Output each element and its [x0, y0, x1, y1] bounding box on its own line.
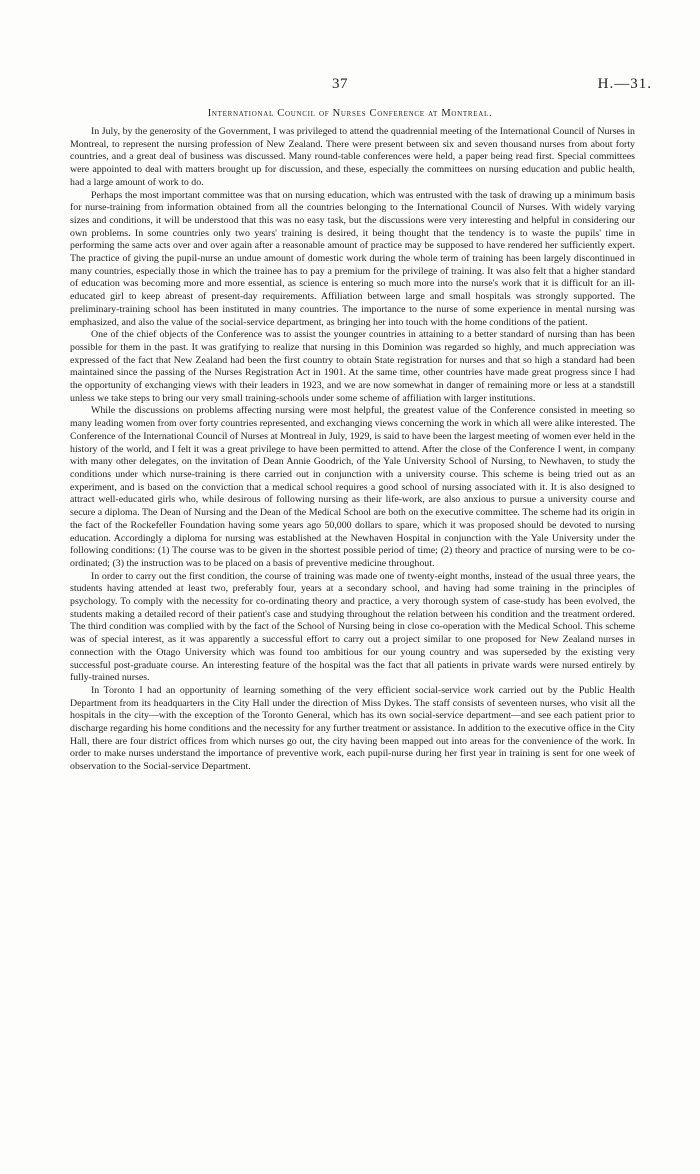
- page-number: 37: [332, 76, 348, 92]
- paragraph-3: One of the chief objects of the Conference was to assist the younger countries in attaining to a better standard of nursing than has been possible for them in the past. It was gratifying to realize that nursing in this Dominion was regarded so highly, and much appreciation was expressed of the fact that New Zealand had been the first country to obtain State registration for nurses and that so high a standard had been maintained since the passing of the Nurses Registration Act in 1901. At the same time, other countries have made great progress since I had the opportunity of exchanging views with their leaders in 1923, and we are now somewhat in danger of remaining more or less at a standstill unless we take steps to bring our very small training-schools under some scheme of affiliation with larger institutions.: [70, 329, 635, 404]
- paragraph-1: In July, by the generosity of the Government, I was privileged to attend the quadrennial meeting of the International Council of Nurses in Montreal, to represent the nursing profession of New Zealand. There were present between six and seven thousand nurses from about forty countries, and a great deal of business was discussed. Many round-table conferences were held, a paper being read first. Special committees were appointed to deal with matters brought up for discussion, and these, especially the committees on nursing education and public health, had a large amount of work to do.: [70, 126, 635, 188]
- paragraph-5: In order to carry out the first condition, the course of training was made one of twenty-eight months, instead of the usual three years, the students having attended at least two, preferably four, years at a secondary school, and having had some training in the principles of psychology. To comply with the necessity for co-ordinating theory and practice, a very thorough system of case-study has been evolved, the students making a detailed record of their patient's case and studying throughout the relation between his condition and the treatment ordered. The third condition was complied with by the fact of the School of Nursing being in close co-operation with the Medical School. This scheme was of special interest, as it was apparently a successful effort to carry out a project similar to one proposed for New Zealand nurses in connection with the Otago University which was found too ambitious for our young country and was superseded by the existing very successful post-graduate course. An interesting feature of the hospital was the fact that all patients in private wards were nursed entirely by fully-trained nurses.: [70, 570, 635, 684]
- report-code: H.—31.: [597, 76, 652, 92]
- paragraph-4: While the discussions on problems affecting nursing were most helpful, the greatest value of the Conference consisted in meeting so many leading women from over forty countries represented, and exchanging views concerning the work in which all were alike interested. The Conference of the International Council of Nurses at Montreal in July, 1929, is said to have been the largest meeting of women ever held in the history of the world, and I felt it was a great privilege to have been permitted to attend. After the close of the Conference I went, in company with many other delegates, on the invitation of Dean Annie Goodrich, of the Yale University School of Nursing, to Newhaven, to study the conditions under which nurse-training is there carried out in conjunction with a university course. This scheme is being tried out as an experiment, and is based on the conviction that a medical school requires a good school of nursing associated with it. It is also designed to attract well-educated girls who, while desirous of following nursing as their life-work, are also anxious to pursue a university course and secure a diploma. The Dean of Nursing and the Dean of the Medical School are both on the executive committee. The scheme had its origin in the fact of the Rockefeller Foundation having some years ago 50,000 dollars to spare, which it was proposed should be devoted to nursing education. Accordingly a diploma for nursing was established at the Newhaven Hospital in conjunction with the Yale University under the following conditions: (1) The course was to be given in the shortest possible period of time; (2) theory and practice of nursing were to be co-ordinated; (3) the instruction was to be placed on a basis of preventive medicine throughout.: [70, 405, 635, 569]
- paragraph-6: In Toronto I had an opportunity of learning something of the very efficient social-service work carried out by the Public Health Department from its headquarters in the City Hall under the direction of Miss Dykes. The staff consists of seventeen nurses, who visit all the hospitals in the city—with the exception of the Toronto General, which has its own social-service department—and see each patient prior to discharge regarding his home conditions and the necessity for any further treatment or assistance. In addition to the executive office in the City Hall, there are four district offices from which nurses go out, the city having been mapped out into areas for the convenience of the work. In order to make nurses understand the importance of preventive work, each pupil-nurse during her first year in training is sent for one week of observation to the Social-service Department.: [70, 684, 635, 773]
- body-text: [70, 126, 635, 774]
- section-heading: International Council of Nurses Conference at Montreal.: [207, 108, 493, 119]
- paragraph-2: Perhaps the most important committee was that on nursing education, which was entrusted with the task of drawing up a minimum basis for nurse-training from information obtained from all the countries belonging to the International Council of Nurses. With widely varying sizes and conditions, it will be understood that this was no easy task, but the discussions were very interesting and helpful in considering our own problems. In some countries only two years' training is desired, it being thought that the tendency is to waste the pupils' time in performing the same acts over and over again after a reasonable amount of practice may be supposed to have rendered her sufficiently expert. The practice of giving the pupil-nurse an undue amount of domestic work during the whole term of training has been largely discontinued in many countries, especially those in which the trainee has to pay a premium for the privilege of training. It was also felt that a higher standard of education was becoming more and more essential, as science is entering so much more into the nurse's work that it is difficult for an ill-educated girl to keep abreast of present-day requirements. Affiliation between large and small hospitals was strongly supported. The preliminary-training school has been instituted in many countries. The importance to the nurse of some experience in mental nursing was emphasized, and also the value of the social-service department, as bringing her into touch with the home conditions of the patient.: [70, 189, 635, 328]
